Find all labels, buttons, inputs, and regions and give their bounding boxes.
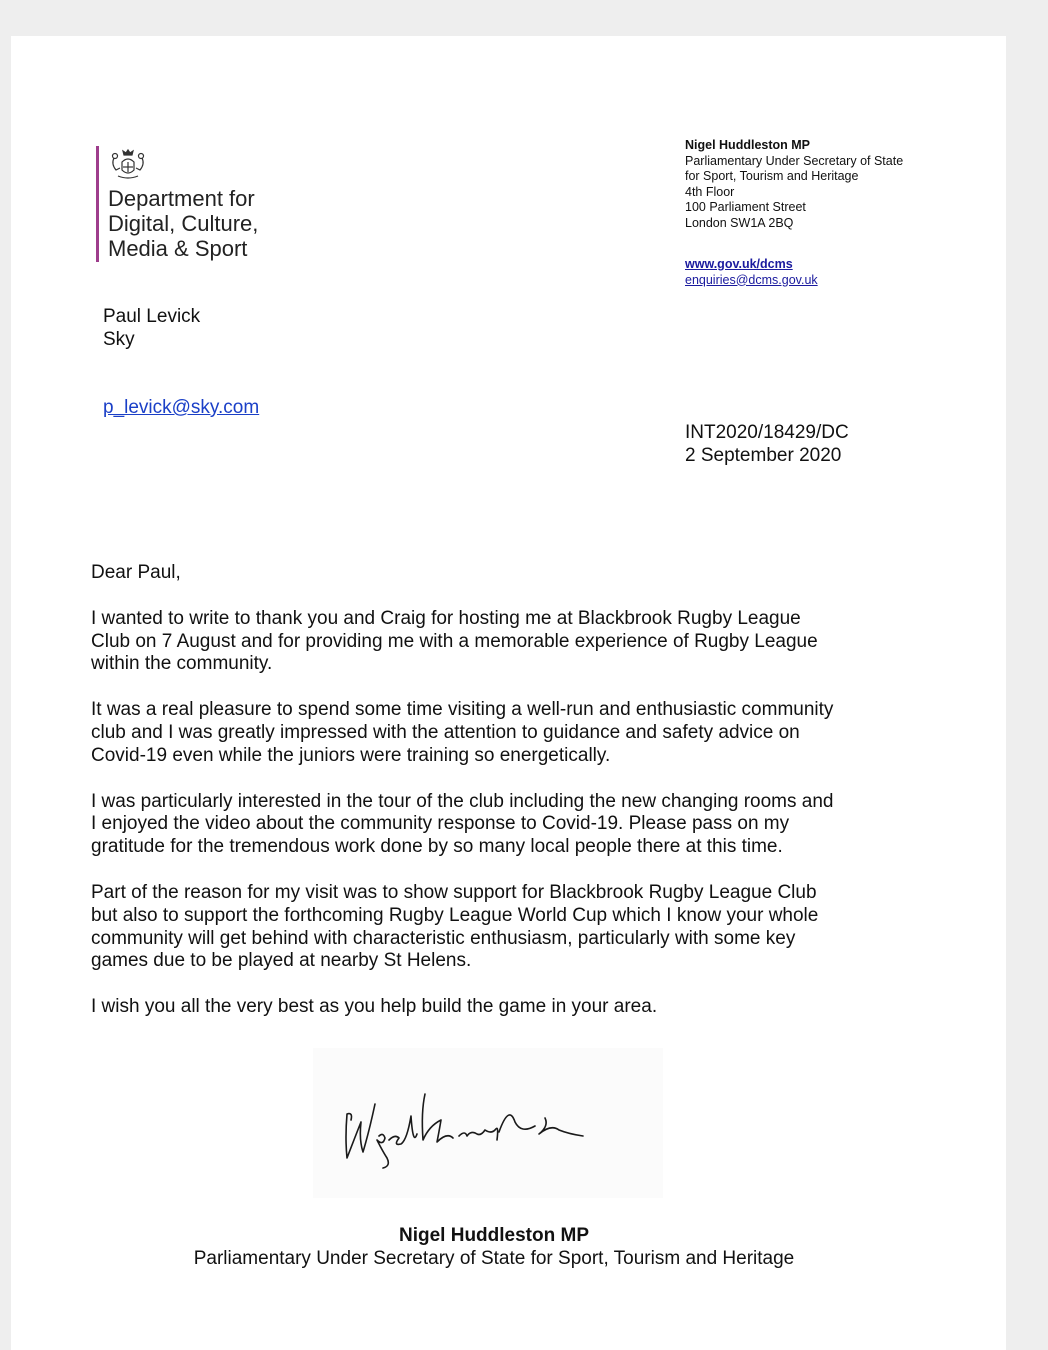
sender-title-line: for Sport, Tourism and Heritage	[685, 169, 859, 183]
recipient-block	[103, 305, 200, 351]
body-paragraph: Part of the reason for my visit was to show support for Blackbrook Rugby League Club but also to support the forthcoming Rugby League World Cup which I know your whole community will get behind with characteristic enthusiasm, particularly with some key games due to be played at nearby St Helens.	[91, 881, 819, 972]
enquiries-email-link[interactable]: enquiries@dcms.gov.uk	[685, 272, 818, 287]
logo-accent-bar	[96, 146, 99, 262]
body-paragraph: It was a real pleasure to spend some time visiting a well-run and enthusiastic community club and I was greatly impressed with the attention to guidance and safety advice on Covid-19 even while the juniors were training so energetically.	[91, 699, 834, 766]
department-name-line: Media & Sport	[108, 236, 248, 261]
sender-address-line: 4th Floor	[685, 184, 735, 199]
recipient-organisation: Sky	[103, 329, 135, 350]
signoff-block	[0, 1224, 988, 1270]
sender-address-block	[685, 138, 903, 231]
sender-address-line: 100 Parliament Street	[685, 200, 806, 214]
sender-links	[685, 257, 818, 288]
body-paragraph: I was particularly interested in the tour of the club including the new changing rooms and I enjoyed the video about the community response to Covid-19. Please pass on my gratitude for the tremendous work done by so many local people there at this time.	[91, 790, 834, 858]
signoff-title: Parliamentary Under Secretary of State for Sport, Tourism and Heritage	[193, 1248, 795, 1269]
body-paragraph: I wanted to write to thank you and Craig for hosting me at Blackbrook Rugby League Club on 7 August and for providing me with a memorable experience of Rugby League within the community.	[91, 607, 818, 675]
recipient-email-link[interactable]: p_levick@sky.com	[103, 397, 260, 418]
letter-date: 2 September 2020	[685, 445, 842, 466]
signature	[313, 1048, 663, 1198]
royal-crest-icon	[108, 146, 148, 182]
reference-block	[685, 421, 849, 467]
letter-body	[91, 562, 891, 1042]
reference-code: INT2020/18429/DC	[685, 422, 849, 443]
signoff-name: Nigel Huddleston MP	[399, 1225, 589, 1246]
department-name-line: Digital, Culture,	[108, 211, 259, 236]
salutation: Dear Paul,	[91, 562, 181, 583]
body-paragraph: I wish you all the very best as you help build the game in your area.	[91, 996, 658, 1018]
department-name-line: Department for	[108, 186, 255, 211]
department-name	[108, 186, 258, 261]
sender-title-line: Parliamentary Under Secretary of State	[685, 153, 904, 168]
dcms-logo	[96, 146, 306, 264]
website-link[interactable]: www.gov.uk/dcms	[685, 257, 793, 271]
handwritten-signature-icon	[313, 1048, 663, 1198]
sender-address-line: London SW1A 2BQ	[685, 215, 794, 230]
recipient-name: Paul Levick	[103, 306, 201, 327]
sender-name: Nigel Huddleston MP	[685, 138, 810, 152]
